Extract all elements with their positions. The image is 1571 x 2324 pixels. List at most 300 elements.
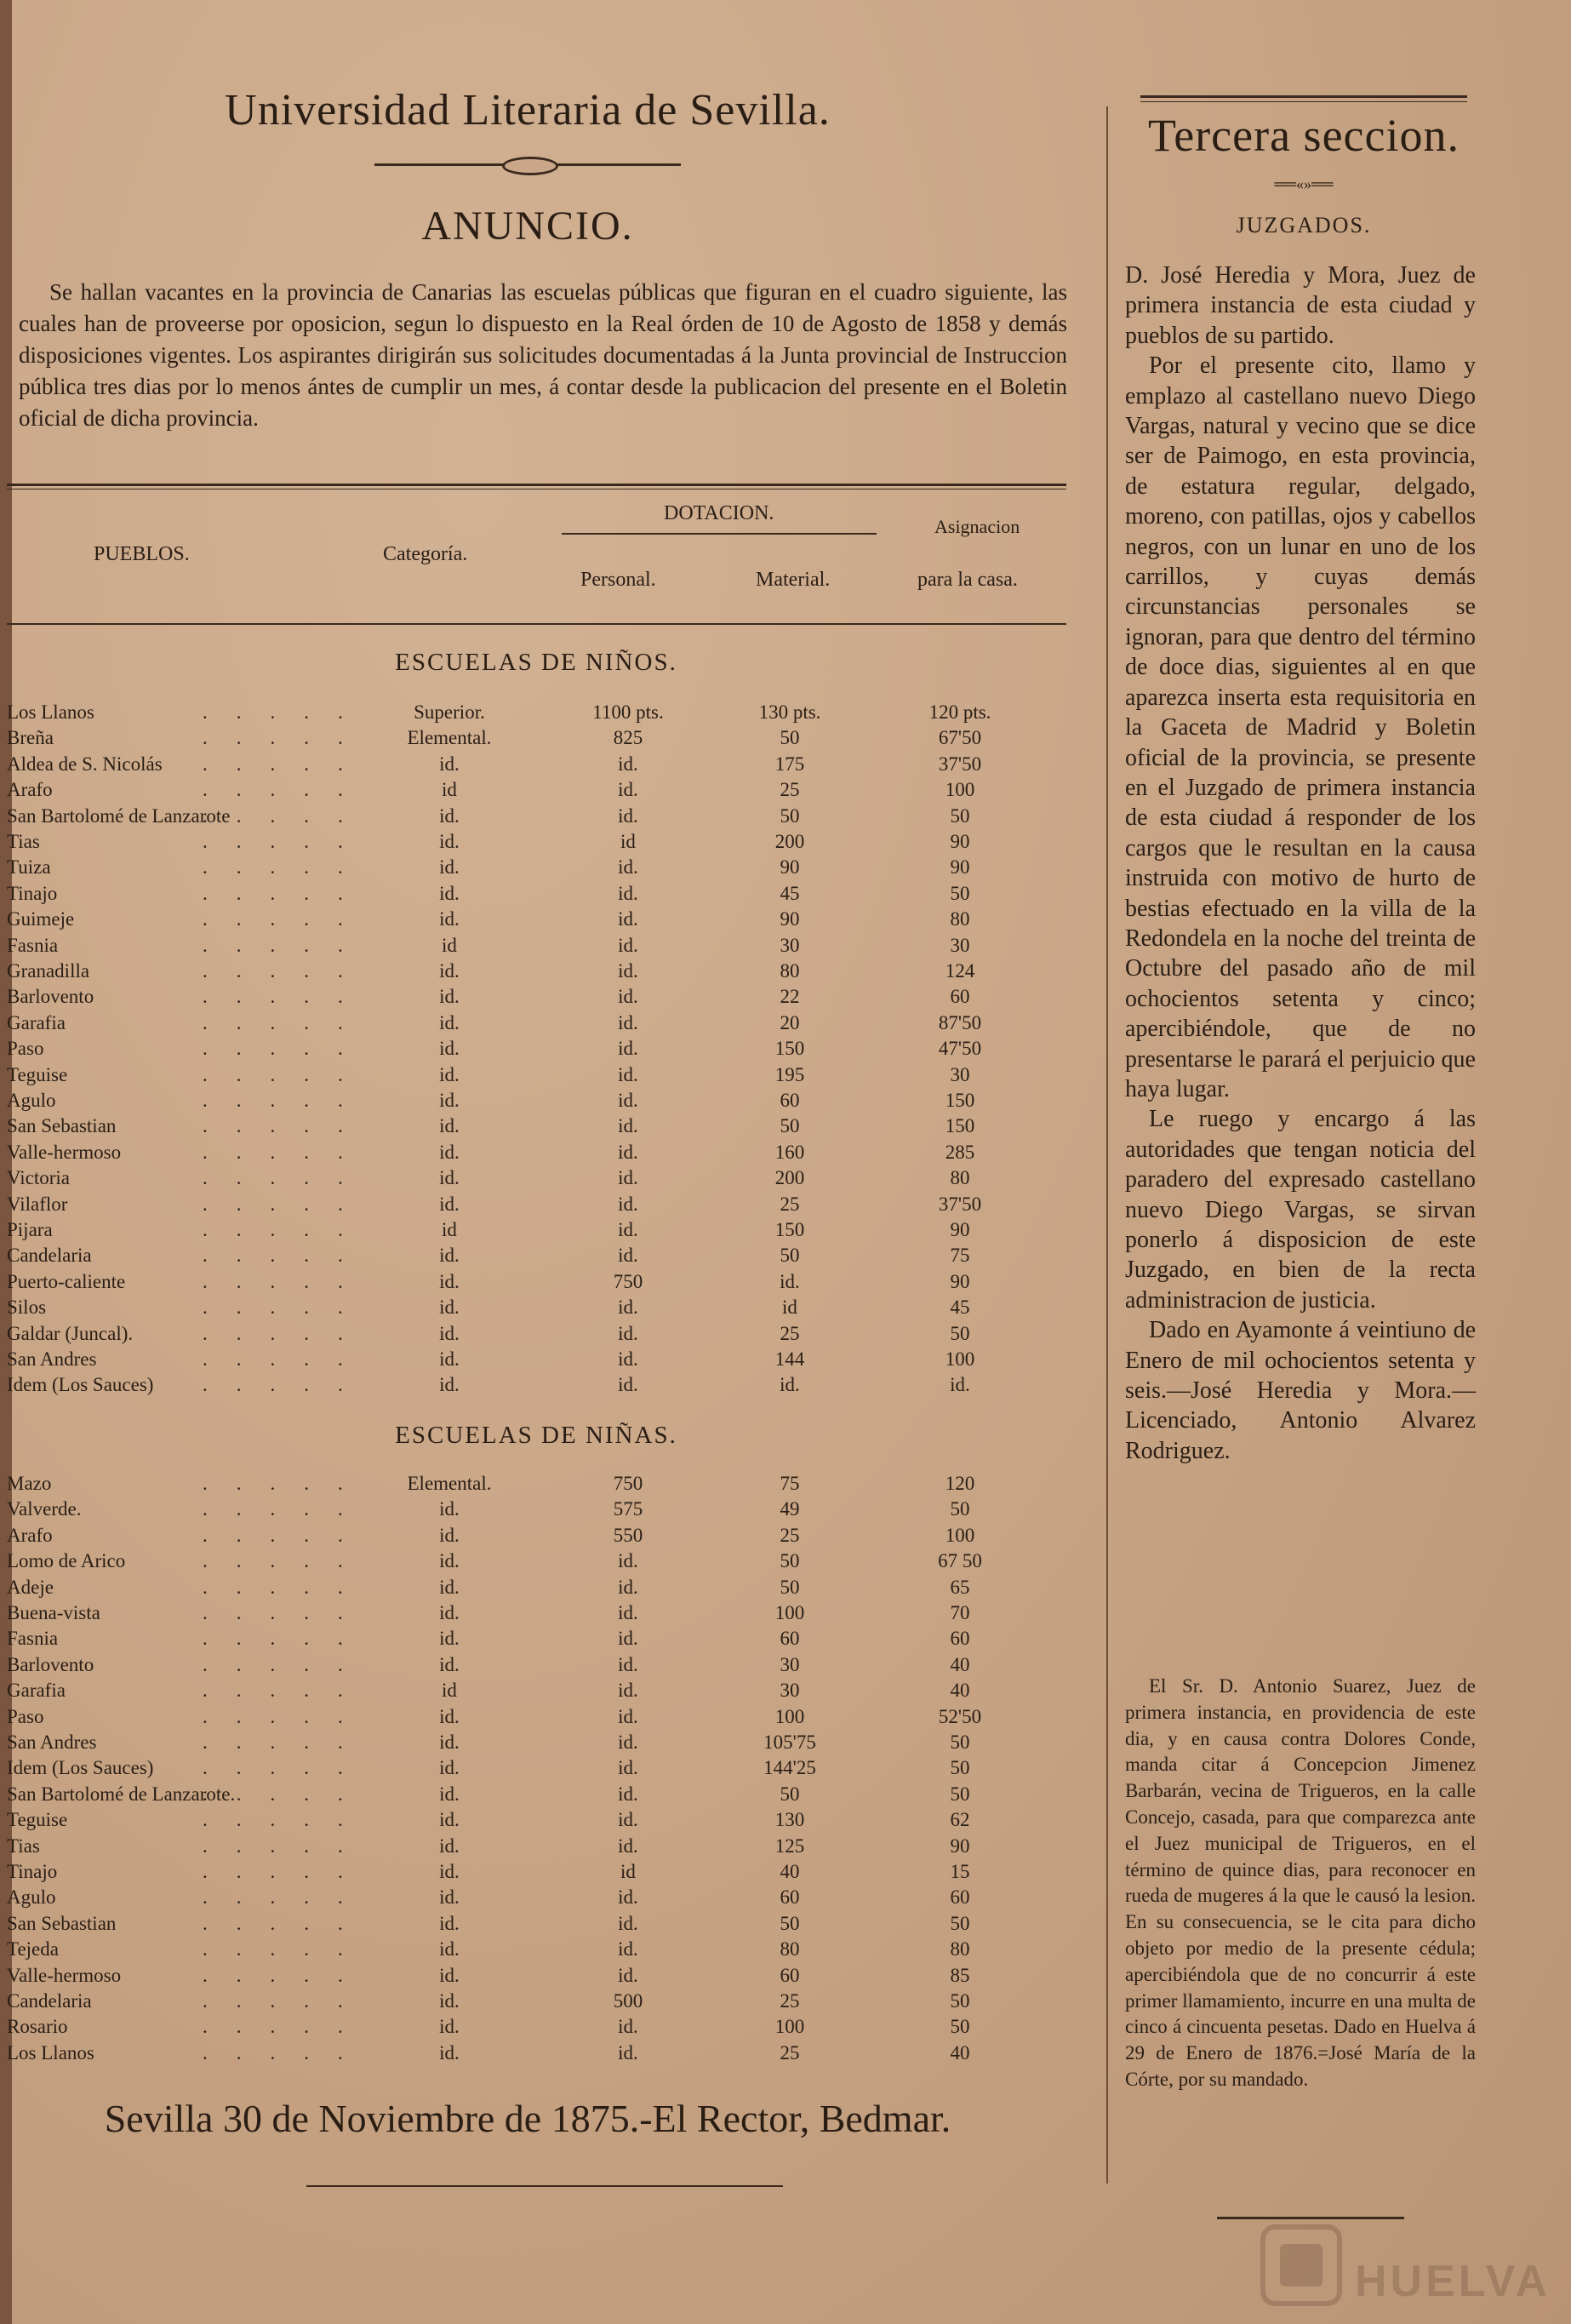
material-cell: 22	[780, 986, 800, 1008]
personal-cell: id.	[618, 1245, 638, 1267]
asignacion-cell: 90	[950, 1270, 970, 1292]
personal-cell: id.	[618, 1886, 638, 1909]
asignacion-cell: 50	[950, 1322, 970, 1344]
asignacion-cell: 124	[945, 960, 975, 982]
material-cell: 60	[780, 1964, 800, 1986]
material-cell: 80	[780, 960, 800, 982]
table-row	[7, 907, 1071, 932]
categoria-cell: id.	[439, 804, 460, 827]
personal-cell: id.	[618, 1705, 638, 1727]
material-cell: 100	[774, 1705, 805, 1727]
table-row	[7, 1192, 1071, 1217]
personal-cell: id.	[618, 1167, 638, 1189]
leader-dots: .....	[203, 1524, 372, 1546]
asignacion-cell: 50	[950, 804, 970, 827]
leader-dots: .....	[203, 1167, 372, 1189]
personal-cell: id.	[618, 1912, 638, 1934]
material-cell: 144'25	[763, 1757, 816, 1779]
categoria-cell: id.	[439, 1938, 460, 1961]
pueblo-cell: Barlovento	[7, 1653, 94, 1675]
personal-cell: id.	[618, 1193, 638, 1215]
leader-dots: .....	[203, 1063, 372, 1085]
table-row	[7, 1471, 1071, 1497]
leader-dots: .....	[203, 1964, 372, 1986]
categoria-cell: id.	[439, 1245, 460, 1267]
material-cell: 25	[780, 779, 800, 801]
personal-cell: id.	[618, 1038, 638, 1060]
leader-dots: .....	[203, 856, 372, 879]
material-cell: 200	[774, 831, 805, 852]
asignacion-cell: 47'50	[938, 1038, 982, 1060]
table-row	[7, 804, 1071, 829]
material-cell: 25	[780, 1990, 800, 2012]
pueblo-cell: Adeje	[7, 1576, 54, 1598]
pueblo-cell: Arafo	[7, 779, 53, 801]
material-cell: 25	[780, 1193, 800, 1215]
material-cell: 30	[780, 1653, 800, 1675]
notice-heredia	[1125, 260, 1476, 1466]
pueblo-cell: Mazo	[7, 1473, 52, 1494]
watermark-text: HUELVA	[1355, 2257, 1551, 2306]
personal-cell: id.	[618, 1576, 638, 1598]
personal-cell: id.	[618, 2016, 638, 2038]
leader-dots: .....	[203, 1757, 372, 1779]
section-ornament: ══«»══	[1274, 175, 1334, 192]
pueblo-cell: Puerto-caliente	[7, 1270, 126, 1292]
announcement-heading: ANUNCIO.	[421, 203, 634, 249]
table-row	[7, 1626, 1071, 1651]
notice-suarez-body: El Sr. D. Antonio Suarez, Juez de primera instancia, en providencia de este dia, y en causa contra Dolores Conde, manda citar á Concepcion Jimenez Barbarán, vecina de Trigueros, en la calle Concejo, casada, para que comparezca ante el Juez municipal de Trigueros, en el término de quince dias, para reconocer en rueda de mugeres á la que le causó la lesion. En su consecuencia, se le cita para dicho objeto por medio de la presente cédula; apercibiéndola que de no concurrir á este primer llamamiento, incurre en una multa de cinco á cincuenta pesetas. Dado en Huelva á 29 de Enero de 1876.=José María de la Córte, por su mandado.	[1125, 1675, 1476, 2090]
personal-cell: id.	[618, 986, 638, 1008]
personal-cell: id.	[618, 804, 638, 827]
leader-dots: .....	[203, 1141, 372, 1163]
categoria-cell: Elemental.	[407, 1473, 492, 1494]
material-cell: id.	[780, 1270, 800, 1292]
leader-dots: .....	[203, 1550, 372, 1572]
section-top-rule-thin	[1140, 101, 1467, 102]
pueblo-cell: San Andres	[7, 1732, 97, 1753]
categoria-cell: id.	[439, 1602, 460, 1623]
material-cell: 25	[780, 1322, 800, 1344]
table-row	[7, 959, 1071, 984]
leader-dots: .....	[203, 753, 372, 775]
material-cell: 200	[774, 1167, 805, 1189]
personal-cell: id.	[618, 1374, 638, 1396]
personal-cell: id.	[618, 1550, 638, 1572]
categoria-cell: id	[442, 779, 457, 801]
material-cell: 160	[774, 1141, 805, 1163]
leader-dots: .....	[203, 701, 372, 723]
table-row	[7, 1885, 1071, 1910]
leader-dots: .....	[203, 1938, 372, 1961]
asignacion-cell: 150	[945, 1115, 975, 1137]
leader-dots: .....	[203, 934, 372, 956]
categoria-cell: id.	[439, 1809, 460, 1831]
university-title: Universidad Literaria de Sevilla.	[225, 86, 831, 135]
categoria-cell: id.	[439, 960, 460, 982]
categoria-cell: id.	[439, 831, 460, 852]
asignacion-cell: 52'50	[938, 1705, 982, 1727]
personal-cell: id.	[618, 934, 638, 956]
asignacion-cell: 37'50	[938, 1193, 982, 1215]
table-row	[7, 1165, 1071, 1191]
table-row	[7, 1678, 1071, 1703]
material-cell: 60	[780, 1628, 800, 1650]
leader-dots: .....	[203, 1011, 372, 1033]
material-cell: 49	[780, 1498, 800, 1520]
asignacion-cell: 30	[950, 934, 970, 956]
categoria-cell: id.	[439, 1374, 460, 1396]
notice-suarez	[1125, 1674, 1476, 2093]
leader-dots: .....	[203, 1705, 372, 1727]
pueblo-cell: Teguise	[7, 1063, 68, 1085]
pueblo-cell: Valle-hermoso	[7, 1141, 122, 1163]
material-cell: 60	[780, 1090, 800, 1111]
asignacion-cell: id.	[950, 1374, 970, 1396]
personal-cell: id.	[618, 908, 638, 930]
leader-dots: .....	[203, 1322, 372, 1344]
asignacion-cell: 50	[950, 1757, 970, 1779]
categoria-cell: id.	[439, 1038, 460, 1060]
announcement-text: Se hallan vacantes en la provincia de Canarias las escuelas públicas que figuran en el cuadro siguiente, las cuales han de proveerse por oposicion, segun lo dispuesto en la Real órden de 10 de Agosto de 1858 y demás disposiciones vigentes. Los aspirantes dirigirán sus solicitudes documentadas á la Junta provincial de Instruccion pública tres dias por lo menos ántes de cumplir un mes, á contar desde la publicacion del presente en el Boletin oficial de dicha provincia.	[19, 279, 1067, 431]
asignacion-cell: 50	[950, 1783, 970, 1805]
material-cell: 50	[780, 1115, 800, 1137]
leader-dots: .....	[203, 1576, 372, 1598]
categoria-cell: id.	[439, 1861, 460, 1882]
categoria-cell: id.	[439, 1550, 460, 1572]
material-cell: 50	[780, 1245, 800, 1267]
asignacion-cell: 100	[945, 1524, 975, 1546]
pueblo-cell: Buena-vista	[7, 1602, 100, 1623]
header-asignacion-2: para la casa.	[917, 569, 1018, 591]
categoria-cell: id.	[439, 1348, 460, 1370]
material-cell: 25	[780, 1524, 800, 1546]
table-row	[7, 1755, 1071, 1781]
personal-cell: id.	[618, 1602, 638, 1623]
pueblo-cell: Arafo	[7, 1524, 53, 1546]
leader-dots: .....	[203, 727, 372, 749]
pueblo-cell: Tinajo	[7, 882, 58, 904]
table-row	[7, 2041, 1071, 2066]
archive-logo-icon	[1254, 2218, 1348, 2312]
pueblo-cell: Guimeje	[7, 908, 75, 930]
asignacion-cell: 60	[950, 986, 970, 1008]
table-row	[7, 1859, 1071, 1885]
table-header-rule	[7, 623, 1066, 625]
personal-cell: id.	[618, 1964, 638, 1986]
notice-heredia-body: Por el presente cito, llamo y emplazo al castellano nuevo Diego Vargas, natural y vecino que se dice ser de Paimogo, en esta provincia, de estatura regular, delgado, moreno, con patillas, ojos y cabellos negros, con un lunar en uno de los carrillos, y cuyas demás circunstancias personales se ignoran, para que dentro del término de doce dias, siguientes al en que aparezca inserta esta requisitoria en la Gaceta de Madrid y Boletin oficial de la provincia, se presente en el Juzgado de primera instancia de esta ciudad á responder de los cargos que le resultan en la causa instruida con motivo de hurto de bestias efectuado en la villa de la Redondela en la noche del treinta de Octubre del pasado año de mil ochocientos setenta y cinco; apercibiéndole, que de no presentarse le parará el perjuicio que haya lugar.	[1125, 352, 1476, 1102]
material-cell: 50	[780, 1550, 800, 1572]
asignacion-cell: 40	[950, 1653, 970, 1675]
asignacion-cell: 150	[945, 1090, 975, 1111]
categoria-cell: id.	[439, 1757, 460, 1779]
personal-cell: id.	[618, 856, 638, 879]
categoria-cell: id.	[439, 1297, 460, 1319]
material-cell: 175	[774, 753, 805, 775]
leader-dots: .....	[203, 1193, 372, 1215]
personal-cell: 575	[613, 1498, 643, 1520]
personal-cell: 825	[613, 727, 643, 749]
asignacion-cell: 60	[950, 1886, 970, 1909]
pueblo-cell: Garafia	[7, 1680, 66, 1702]
girls-schools-title: ESCUELAS DE NIÑAS.	[395, 1422, 677, 1449]
pueblo-cell: Barlovento	[7, 986, 94, 1008]
notice-heredia-intro: D. José Heredia y Mora, Juez de primera instancia de esta ciudad y pueblos de su partido.	[1125, 262, 1476, 349]
header-pueblos: PUEBLOS.	[94, 543, 190, 565]
pueblo-cell: Candelaria	[7, 1990, 92, 2012]
pueblo-cell: Breña	[7, 727, 54, 749]
footer-rule	[306, 2185, 783, 2187]
categoria-cell: id.	[439, 1964, 460, 1986]
table-row	[7, 1989, 1071, 2014]
personal-cell: id.	[618, 753, 638, 775]
categoria-cell: id.	[439, 1732, 460, 1753]
table-row	[7, 1730, 1071, 1755]
categoria-cell: id.	[439, 882, 460, 904]
leader-dots: .....	[203, 1783, 372, 1805]
asignacion-cell: 285	[945, 1141, 975, 1163]
header-personal: Personal.	[580, 569, 656, 591]
leader-dots: .....	[203, 1602, 372, 1623]
personal-cell: id.	[618, 2041, 638, 2064]
personal-cell: id.	[618, 1115, 638, 1137]
leader-dots: .....	[203, 908, 372, 930]
categoria-cell: id	[442, 1219, 457, 1240]
pueblo-cell: Agulo	[7, 1886, 56, 1909]
pueblo-cell: Los Llanos	[7, 2041, 94, 2064]
pueblo-cell: Fasnia	[7, 934, 59, 956]
personal-cell: id.	[618, 1653, 638, 1675]
table-row	[7, 1010, 1071, 1036]
categoria-cell: id.	[439, 1090, 460, 1111]
table-row	[7, 1575, 1071, 1600]
asignacion-cell: 62	[950, 1809, 970, 1831]
categoria-cell: id.	[439, 856, 460, 879]
categoria-cell: id.	[439, 1886, 460, 1909]
personal-cell: id	[620, 1861, 636, 1882]
asignacion-cell: 70	[950, 1602, 970, 1623]
personal-cell: id.	[618, 1783, 638, 1805]
pueblo-cell: Tinajo	[7, 1861, 58, 1882]
asignacion-cell: 90	[950, 1835, 970, 1857]
archive-watermark	[1254, 2218, 1551, 2312]
table-row	[7, 1062, 1071, 1088]
leader-dots: .....	[203, 960, 372, 982]
leader-dots: .....	[203, 1628, 372, 1650]
material-cell: 105'75	[763, 1732, 816, 1753]
personal-cell: id.	[618, 1090, 638, 1111]
categoria-cell: id.	[439, 1653, 460, 1675]
leader-dots: .....	[203, 1374, 372, 1396]
categoria-cell: id.	[439, 1167, 460, 1189]
asignacion-cell: 67 50	[938, 1550, 982, 1572]
categoria-cell: id.	[439, 1063, 460, 1085]
table-row	[7, 829, 1071, 855]
table-row	[7, 933, 1071, 959]
table-row	[7, 1497, 1071, 1522]
table-row	[7, 1113, 1071, 1139]
personal-cell: id.	[618, 779, 638, 801]
asignacion-cell: 30	[950, 1063, 970, 1085]
asignacion-cell: 67'50	[938, 727, 982, 749]
asignacion-cell: 90	[950, 1219, 970, 1240]
material-cell: 75	[780, 1473, 800, 1494]
pueblo-cell: Granadilla	[7, 960, 90, 982]
column-divider	[1106, 106, 1108, 2184]
pueblo-cell: Paso	[7, 1705, 44, 1727]
categoria-cell: id	[442, 1680, 457, 1702]
personal-cell: id.	[618, 1063, 638, 1085]
material-cell: id	[782, 1297, 797, 1319]
personal-cell: id.	[618, 1680, 638, 1702]
material-cell: 45	[780, 882, 800, 904]
categoria-cell: id.	[439, 1193, 460, 1215]
categoria-cell: id.	[439, 1322, 460, 1344]
asignacion-cell: 40	[950, 1680, 970, 1702]
categoria-cell: id.	[439, 1783, 460, 1805]
pueblo-cell: Silos	[7, 1297, 47, 1319]
material-cell: 144	[774, 1348, 805, 1370]
material-cell: 80	[780, 1938, 800, 1961]
table-row	[7, 1834, 1071, 1859]
leader-dots: .....	[203, 1809, 372, 1831]
material-cell: 130 pts.	[758, 701, 821, 723]
table-row	[7, 1036, 1071, 1062]
leader-dots: .....	[203, 1912, 372, 1934]
leader-dots: .....	[203, 831, 372, 852]
pueblo-cell: Aldea de S. Nicolás	[7, 753, 163, 775]
personal-cell: id.	[618, 1732, 638, 1753]
material-cell: 90	[780, 856, 800, 879]
table-row	[7, 1140, 1071, 1165]
table-row	[7, 1372, 1071, 1398]
asignacion-cell: 100	[945, 1348, 975, 1370]
leader-dots: .....	[203, 1348, 372, 1370]
pueblo-cell: Candelaria	[7, 1245, 92, 1267]
leader-dots: .....	[203, 1219, 372, 1240]
categoria-cell: id.	[439, 1576, 460, 1598]
categoria-cell: Elemental.	[407, 727, 492, 749]
leader-dots: .....	[203, 1886, 372, 1909]
table-row	[7, 777, 1071, 803]
pueblo-cell: San Sebastian	[7, 1115, 117, 1137]
table-row	[7, 752, 1071, 777]
leader-dots: .....	[203, 986, 372, 1008]
table-row	[7, 1704, 1071, 1730]
material-cell: 25	[780, 2041, 800, 2064]
notice-heredia-request: Le ruego y encargo á las autoridades que tengan noticia del paradero del expresado castellano nuevo Diego Vargas, se sirvan ponerlo á disposicion de este Juzgado, en bien de la recta administracion de justicia.	[1125, 1106, 1476, 1314]
table-row	[7, 2014, 1071, 2040]
asignacion-cell: 50	[950, 1498, 970, 1520]
leader-dots: .....	[203, 1297, 372, 1319]
leader-dots: .....	[203, 1861, 372, 1882]
material-cell: 60	[780, 1886, 800, 1909]
categoria-cell: id.	[439, 908, 460, 930]
personal-cell: id.	[618, 1011, 638, 1033]
pueblo-cell: Tias	[7, 831, 40, 852]
material-cell: 50	[780, 1576, 800, 1598]
asignacion-cell: 40	[950, 2041, 970, 2064]
personal-cell: id.	[618, 1628, 638, 1650]
pueblo-cell: Teguise	[7, 1809, 68, 1831]
categoria-cell: id.	[439, 1270, 460, 1292]
table-row	[7, 855, 1071, 880]
categoria-cell: id.	[439, 1011, 460, 1033]
pueblo-cell: Lomo de Arico	[7, 1550, 126, 1572]
table-row	[7, 1523, 1071, 1548]
dotacion-rule	[562, 533, 877, 535]
table-row	[7, 1321, 1071, 1347]
pueblo-cell: Valle-hermoso	[7, 1964, 122, 1986]
asignacion-cell: 80	[950, 1167, 970, 1189]
header-dotacion: DOTACION.	[664, 502, 774, 524]
pueblo-cell: Idem (Los Sauces)	[7, 1374, 154, 1396]
leader-dots: .....	[203, 882, 372, 904]
leader-dots: .....	[203, 804, 372, 827]
asignacion-cell: 50	[950, 882, 970, 904]
material-cell: 30	[780, 1680, 800, 1702]
categoria-cell: id.	[439, 2016, 460, 2038]
material-cell: 125	[774, 1835, 805, 1857]
material-cell: 130	[774, 1809, 805, 1831]
categoria-cell: id.	[439, 1498, 460, 1520]
material-cell: 20	[780, 1011, 800, 1033]
material-cell: 100	[774, 2016, 805, 2038]
personal-cell: id.	[618, 1809, 638, 1831]
asignacion-cell: 100	[945, 779, 975, 801]
leader-dots: .....	[203, 1090, 372, 1111]
table-row	[7, 1963, 1071, 1989]
pueblo-cell: Garafia	[7, 1011, 66, 1033]
categoria-cell: id.	[439, 2041, 460, 2064]
pueblo-cell: Victoria	[7, 1167, 70, 1189]
material-cell: 150	[774, 1038, 805, 1060]
table-row	[7, 1347, 1071, 1372]
leader-dots: .....	[203, 1115, 372, 1137]
categoria-cell: id.	[439, 1990, 460, 2012]
personal-cell: id.	[618, 960, 638, 982]
material-cell: 50	[780, 1912, 800, 1934]
categoria-cell: id.	[439, 1835, 460, 1857]
pueblo-cell: Pijara	[7, 1219, 53, 1240]
personal-cell: id.	[618, 1835, 638, 1857]
leader-dots: .....	[203, 1680, 372, 1702]
leader-dots: .....	[203, 1653, 372, 1675]
categoria-cell: id.	[439, 753, 460, 775]
pueblo-cell: San Sebastian	[7, 1912, 117, 1934]
material-cell: 150	[774, 1219, 805, 1240]
personal-cell: id.	[618, 1322, 638, 1344]
personal-cell: 750	[613, 1473, 643, 1494]
asignacion-cell: 120	[945, 1473, 975, 1494]
personal-cell: 750	[613, 1270, 643, 1292]
table-row	[7, 1782, 1071, 1807]
asignacion-cell: 50	[950, 1990, 970, 2012]
pueblo-cell: Agulo	[7, 1090, 56, 1111]
leader-dots: .....	[203, 1732, 372, 1753]
personal-cell: id.	[618, 1297, 638, 1319]
asignacion-cell: 60	[950, 1628, 970, 1650]
table-row	[7, 1548, 1071, 1574]
asignacion-cell: 90	[950, 831, 970, 852]
asignacion-cell: 90	[950, 856, 970, 879]
table-row	[7, 1088, 1071, 1113]
pueblo-cell: Tias	[7, 1835, 40, 1857]
pueblo-cell: Paso	[7, 1038, 44, 1060]
table-row	[7, 984, 1071, 1010]
pueblo-cell: San Bartolomé de Lanzarote	[7, 804, 231, 827]
section-top-rule	[1140, 95, 1467, 98]
